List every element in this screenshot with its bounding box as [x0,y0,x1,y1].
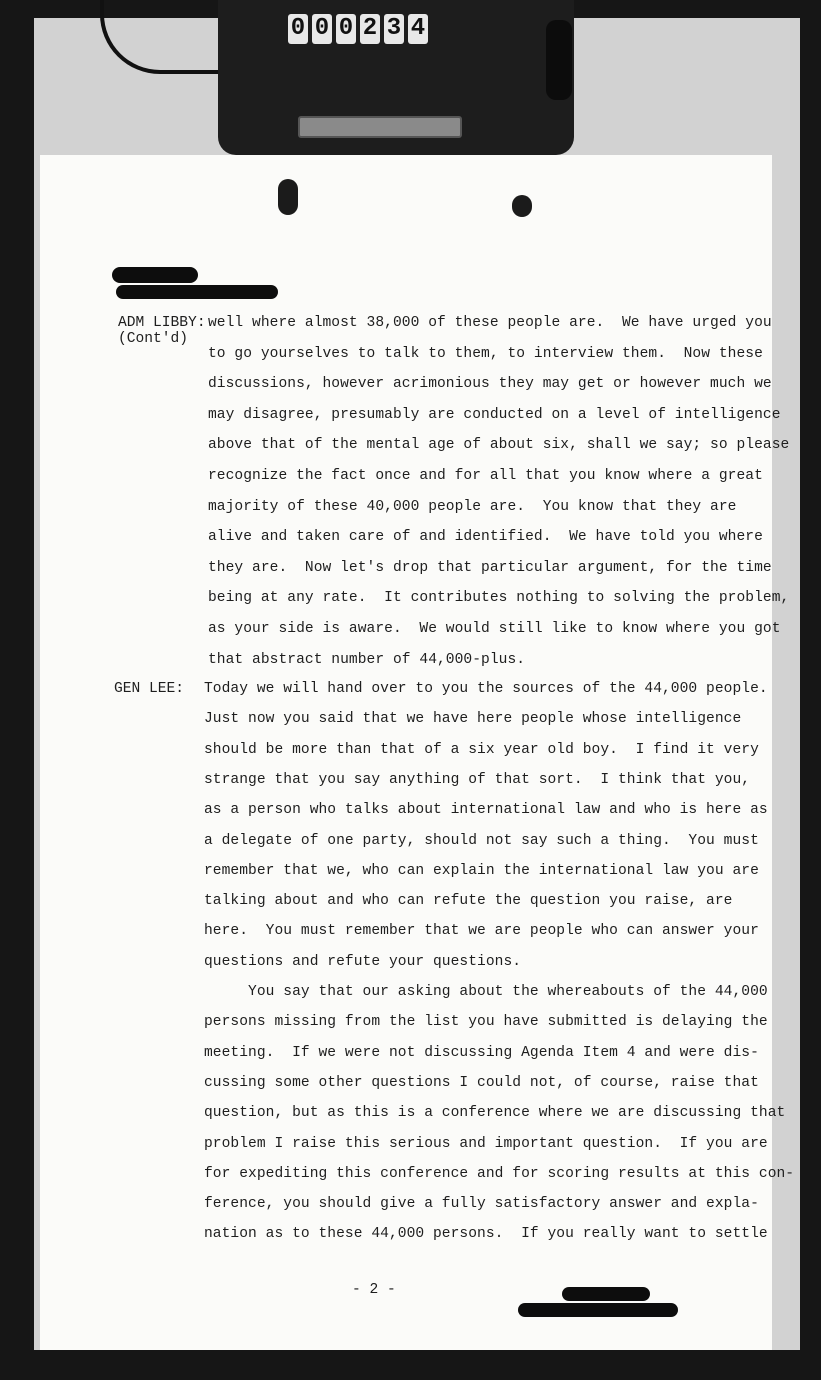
body-text-line: for expediting this conference and for scoring results at this con- [204,1165,795,1182]
body-text-line: recognize the fact once and for all that you know where a great [208,468,763,484]
body-text-line: being at any rate. It contributes nothing to solving the problem, [208,590,790,607]
speaker-continued: (Cont'd) [118,331,189,347]
counter-digit: 3 [384,14,404,44]
body-text-line: discussions, however acrimonious they may get or however much we [208,376,772,393]
redaction-bar [562,1287,650,1301]
body-text-line: majority of these 40,000 people are. You know that they are [208,498,737,515]
body-text-line: a delegate of one party, should not say such a thing. You must [204,832,759,849]
speaker-label: ADM LIBBY: [118,315,206,331]
body-text-line: above that of the mental age of about six, shall we say; so please [208,437,790,454]
body-text-line: alive and taken care of and identified. We have told you where [208,529,763,546]
body-text-line: remember that we, who can explain the international law you are [204,862,759,879]
counter-knob [546,20,572,100]
body-text-line: to go yourselves to talk to them, to interview them. Now these [208,345,763,362]
body-text-line: as your side is aware. We would still like to know where you got [208,621,781,637]
body-text-line: nation as to these 44,000 persons. If you really want to settle [204,1226,768,1243]
counter-digit: 0 [336,14,356,44]
body-text-line: that abstract number of 44,000-plus. [208,651,526,668]
punch-hole [278,179,298,215]
body-text-line: strange that you say anything of that sort. I think that you, [204,771,751,788]
redaction-bar [112,267,198,283]
body-text-line: cussing some other questions I could not, of course, raise that [204,1074,759,1091]
redaction-bar [116,285,278,299]
punch-hole [512,195,532,217]
body-text-line: well where almost 38,000 of these people are. We have urged you [208,315,772,331]
counter-digit: 0 [312,14,332,44]
counter-plate [298,116,462,138]
body-text-line: may disagree, presumably are conducted on a level of intelligence [208,406,781,423]
redaction-bar [518,1303,678,1317]
page-number: - 2 - [352,1282,396,1298]
frame-counter-digits [288,14,428,44]
counter-digit: 0 [288,14,308,44]
body-text-line: Just now you said that we have here people whose intelligence [204,711,742,728]
body-text-line: as a person who talks about international law and who is here as [204,802,768,819]
body-text-line: should be more than that of a six year old boy. I find it very [204,741,759,758]
speaker-label: GEN LEE: [114,681,185,697]
body-text-line: ference, you should give a fully satisfactory answer and expla- [204,1196,759,1213]
body-text-line: Today we will hand over to you the sources of the 44,000 people. [204,681,768,697]
counter-digit: 4 [408,14,428,44]
body-text-line: You say that our asking about the whereabouts of the 44,000 [204,984,768,1000]
body-text-line: persons missing from the list you have submitted is delaying the [204,1014,768,1031]
body-text-line: meeting. If we were not discussing Agenda Item 4 and were dis- [204,1044,759,1061]
counter-digit: 2 [360,14,380,44]
body-text-line: questions and refute your questions. [204,953,522,970]
body-text-line: here. You must remember that we are people who can answer your [204,923,759,940]
document-page [40,155,795,1350]
body-text-line: problem I raise this serious and important question. If you are [204,1135,768,1152]
body-text-line: question, but as this is a conference where we are discussing that [204,1105,786,1122]
body-text-line: talking about and who can refute the question you raise, are [204,893,733,910]
body-text-line: they are. Now let's drop that particular argument, for the time [208,559,772,576]
